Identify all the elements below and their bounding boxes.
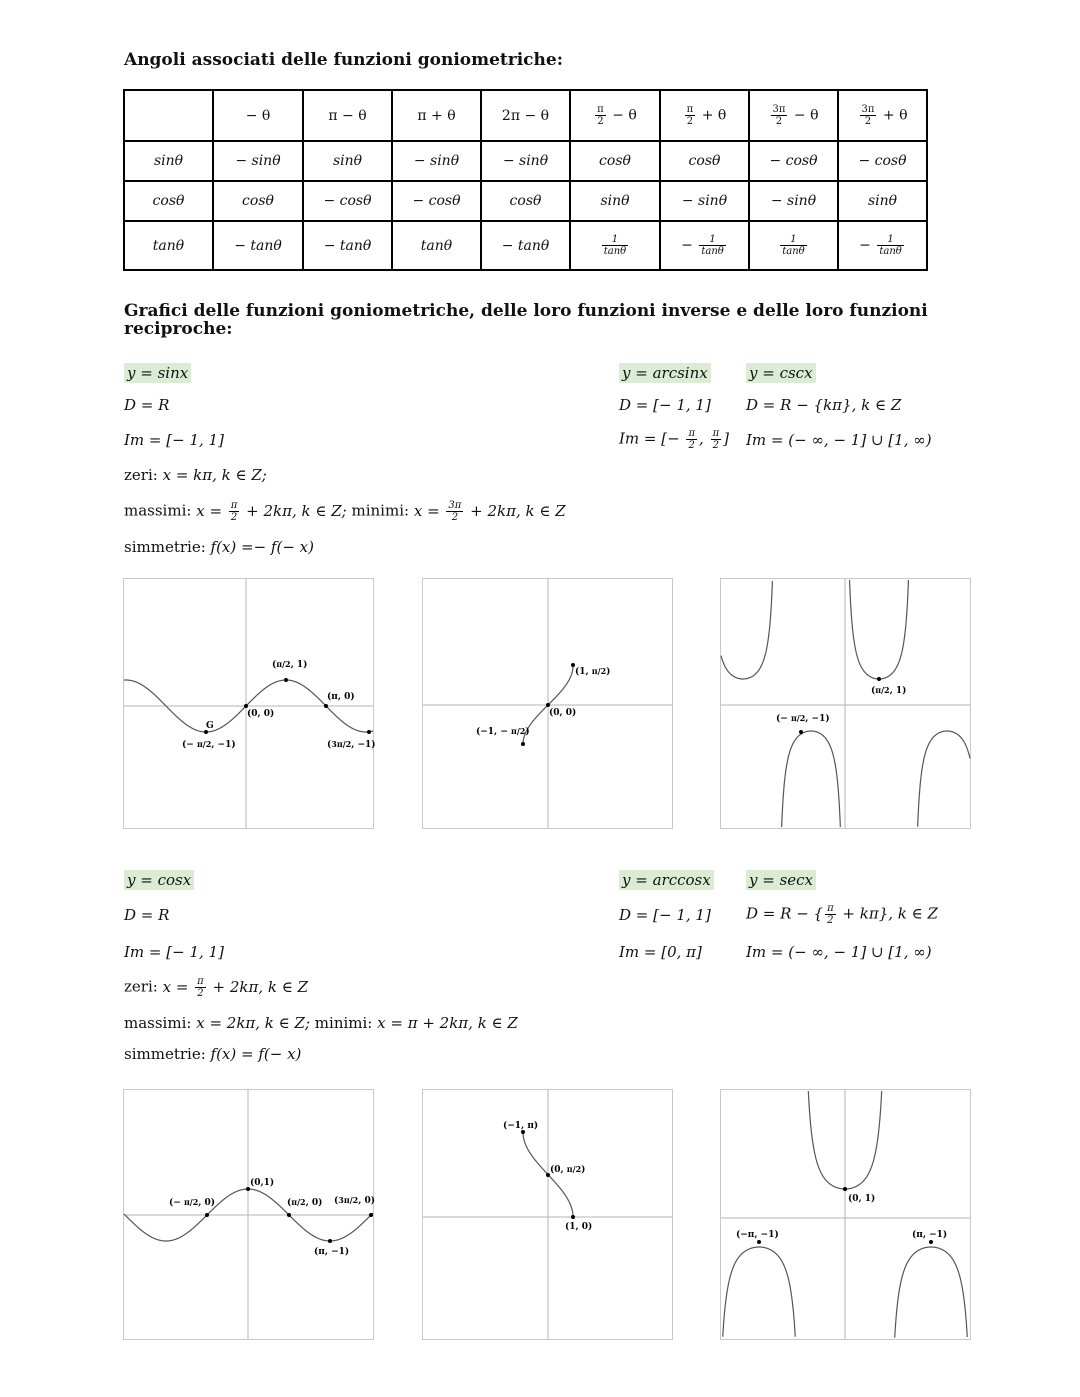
page-title: Angoli associati delle funzioni goniometriche: [124, 50, 563, 70]
table-cell: − sinθ [660, 181, 749, 221]
arcsin-image: Im = [− $\frac{\pi}{2}$ , $\frac{\pi}{2}$ ] [619, 428, 730, 451]
table-cell: cosθ [660, 141, 749, 181]
min-point [328, 1239, 332, 1243]
sin-simmetrie [124, 538, 314, 556]
point-label: (0, 0) [549, 708, 577, 718]
point-label: (π, −1) [314, 1247, 350, 1257]
max-point [284, 678, 288, 682]
arccos-image: Im = [0, π] [619, 943, 702, 961]
arcsin-graph [422, 578, 673, 829]
table-header-cell: $\frac{3\pi}{2}$ − θ [749, 90, 838, 141]
cos-simmetrie [124, 1045, 301, 1063]
point-label: (π/2, 1) [272, 659, 308, 670]
arccos-domain: D = [− 1, 1] [619, 906, 711, 924]
point-label: (0, π/2) [550, 1164, 586, 1175]
cos-image: Im = [− 1, 1] [124, 943, 224, 961]
associated-angles-table [123, 89, 928, 271]
point-label: (π/2, 1) [871, 685, 907, 696]
point-label: (− π/2, −1) [776, 713, 830, 724]
zero-point [205, 1213, 209, 1217]
arccos-function-name: y = arccosx [619, 870, 714, 890]
sin-graph [123, 578, 374, 829]
origin-point [244, 704, 248, 708]
table-header-cell: $\frac{\pi}{2}$ + θ [660, 90, 749, 141]
csc-function-name: y = cscx [746, 363, 816, 383]
table-cell: sinθ [303, 141, 392, 181]
point-label: (0,1) [250, 1178, 275, 1188]
cos-massimi-value: x = 2kπ, k ∈ Z; [196, 1014, 311, 1032]
max-point [799, 730, 803, 734]
table-header-cell: 2π − θ [481, 90, 570, 141]
cos-graph [123, 1089, 374, 1340]
point-label: (π/2, 0) [287, 1197, 323, 1208]
table-cell: cosθ [124, 181, 213, 221]
table-cell: tanθ [124, 221, 213, 270]
zero-point [287, 1213, 291, 1217]
point-label: (− π/2, 0) [169, 1197, 216, 1208]
table-header-cell: π + θ [392, 90, 481, 141]
cos-simmetrie-label: simmetrie: [124, 1045, 206, 1063]
table-cell: − sinθ [749, 181, 838, 221]
sin-extrema: massimi: x = $\frac{\pi}{2}$ + 2kπ, k ∈ Z; minimi: x = $\frac{3\pi}{2}$ + 2kπ, k ∈ Z [124, 500, 566, 523]
table-row [124, 221, 927, 270]
end-point [521, 742, 525, 746]
section-title [124, 302, 976, 338]
table-cell: $\frac{1}{\tan\theta}$ [570, 221, 660, 270]
cos-zeri-label: zeri: [124, 977, 158, 996]
sin-function-name: y = sinx [124, 363, 191, 383]
sin-simmetrie-value: f(x) =− f(− x) [210, 538, 314, 556]
point-label: (−1, − π/2) [476, 726, 530, 737]
sec-function-name: y = secx [746, 870, 816, 890]
point-label: (3π/2, 0) [334, 1195, 375, 1206]
table-cell: − sinθ [481, 141, 570, 181]
point-label: (1, 0) [565, 1222, 593, 1232]
end-point [571, 1215, 575, 1219]
table-header-cell: $\frac{\pi}{2}$ − θ [570, 90, 660, 141]
sec-graph [720, 1089, 971, 1340]
sin-simmetrie-label: simmetrie: [124, 538, 206, 556]
point-label: (0, 0) [247, 709, 275, 719]
point-label: (3π/2, −1) [327, 739, 376, 750]
zero-point [324, 704, 328, 708]
point-label: (0, 1) [848, 1194, 876, 1204]
table-header-row [124, 90, 927, 141]
sec-image: Im = (− ∞, − 1] ∪ [1, ∞) [746, 943, 932, 961]
cos-domain: D = R [124, 906, 170, 924]
table-cell: − cosθ [392, 181, 481, 221]
section-title-line2: reciproche: [124, 319, 233, 339]
table-cell: sinθ [124, 141, 213, 181]
max-point [757, 1240, 761, 1244]
table-header-cell [124, 90, 213, 141]
table-cell: − tanθ [303, 221, 392, 270]
table-cell: − $\frac{1}{\tan\theta}$ [660, 221, 749, 270]
table-cell: − tanθ [213, 221, 303, 270]
arcsin-function-name: y = arcsinx [619, 363, 711, 383]
point-label: G [206, 721, 214, 731]
table-cell: − sinθ [392, 141, 481, 181]
sin-image: Im = [− 1, 1] [124, 431, 224, 449]
min-point [367, 730, 371, 734]
min-point [877, 677, 881, 681]
point-label: (π, −1) [912, 1230, 948, 1240]
point-label: (−π, −1) [736, 1230, 779, 1240]
cos-extrema [124, 1014, 518, 1032]
point-label: (−1, π) [503, 1121, 539, 1131]
cos-function-name: y = cosx [124, 870, 194, 890]
table-cell: − sinθ [213, 141, 303, 181]
point-label: (1, π/2) [575, 666, 611, 677]
cos-massimi-label: massimi: [124, 1014, 192, 1032]
table-cell: cosθ [570, 141, 660, 181]
table-cell: − cosθ [303, 181, 392, 221]
table-cell: tanθ [392, 221, 481, 270]
table-header-cell: π − θ [303, 90, 392, 141]
table-cell: − $\frac{1}{\tan\theta}$ [838, 221, 927, 270]
table-header-cell: − θ [213, 90, 303, 141]
point-label: (π, 0) [327, 692, 355, 702]
csc-image: Im = (− ∞, − 1] ∪ [1, ∞) [746, 431, 932, 449]
table-cell: sinθ [838, 181, 927, 221]
max-point [929, 1240, 933, 1244]
sin-minimi-label: minimi: [351, 501, 410, 520]
table-cell: cosθ [213, 181, 303, 221]
cos-zeri: zeri: x = $\frac{\pi}{2}$ + 2kπ, k ∈ Z [124, 976, 309, 999]
section-title-line1: Grafici delle funzioni goniometriche, delle loro funzioni inverse e delle loro funzioni [124, 301, 928, 321]
table-cell: − tanθ [481, 221, 570, 270]
zero-point [369, 1213, 373, 1217]
cos-simmetrie-value: f(x) = f(− x) [210, 1045, 302, 1063]
csc-graph [720, 578, 971, 829]
min-point [843, 1187, 847, 1191]
table-cell: $\frac{1}{\tan\theta}$ [749, 221, 838, 270]
sin-domain: D = R [124, 396, 170, 414]
table-cell: cosθ [481, 181, 570, 221]
arcsin-domain: D = [− 1, 1] [619, 396, 711, 414]
arccos-graph [422, 1089, 673, 1340]
table-header-cell: $\frac{3\pi}{2}$ + θ [838, 90, 927, 141]
sin-massimi-label: massimi: [124, 501, 192, 520]
csc-domain: D = R − {kπ}, k ∈ Z [746, 396, 902, 414]
table-row [124, 181, 927, 221]
cos-minimi-value: x = π + 2kπ, k ∈ Z [377, 1014, 518, 1032]
table-cell: − cosθ [838, 141, 927, 181]
cos-minimi-label: minimi: [314, 1014, 373, 1032]
table-cell: sinθ [570, 181, 660, 221]
sec-domain: D = R − { $\frac{\pi}{2}$ + kπ}, k ∈ Z [746, 903, 938, 926]
table-cell: − cosθ [749, 141, 838, 181]
point-label: (− π/2, −1) [182, 739, 236, 750]
sin-zeri: zeri: x = kπ, k ∈ Z; [124, 466, 267, 484]
table-row [124, 141, 927, 181]
sin-zeri-label: zeri: [124, 466, 158, 484]
origin-point [546, 703, 550, 707]
